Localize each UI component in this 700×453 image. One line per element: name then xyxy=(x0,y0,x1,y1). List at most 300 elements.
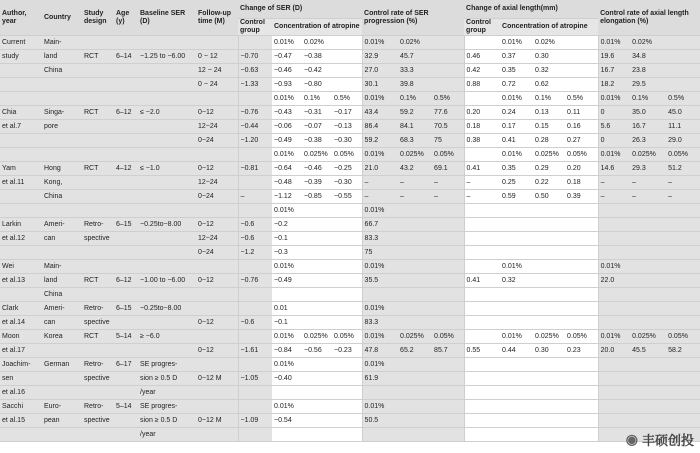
table-cell xyxy=(138,288,196,302)
table-cell xyxy=(398,414,432,428)
table-cell xyxy=(332,358,362,372)
table-cell xyxy=(533,428,565,442)
table-cell: et al.16 xyxy=(0,386,42,400)
table-cell: 0.01% xyxy=(598,92,630,106)
table-cell: et al.7 xyxy=(0,120,42,134)
table-cell xyxy=(302,358,332,372)
table-cell: et al.14 xyxy=(0,316,42,330)
table-cell: 0.29 xyxy=(533,162,565,176)
table-cell: pore xyxy=(42,120,82,134)
table-cell: 29.3 xyxy=(630,162,666,176)
table-cell xyxy=(302,316,332,330)
table-cell: – xyxy=(464,190,500,204)
table-cell xyxy=(302,428,332,442)
table-cell xyxy=(630,246,666,260)
table-cell: 0−12 xyxy=(196,218,238,232)
table-cell: 0.1% xyxy=(533,92,565,106)
table-cell: ≤ −1.0 xyxy=(138,162,196,176)
table-row xyxy=(0,400,700,414)
table-cell: 0.22 xyxy=(533,176,565,190)
table-cell: 6–17 xyxy=(114,358,138,372)
table-cell: 0.01% xyxy=(362,302,398,316)
table-cell xyxy=(302,260,332,274)
table-cell: 5–14 xyxy=(114,400,138,414)
table-cell xyxy=(398,386,432,400)
table-cell xyxy=(332,246,362,260)
table-cell: 0.28 xyxy=(533,134,565,148)
table-cell xyxy=(464,92,500,106)
table-cell: 0.20 xyxy=(565,162,598,176)
table-cell: 6–15 xyxy=(114,218,138,232)
table-cell xyxy=(332,372,362,386)
table-cell: 0.50 xyxy=(533,190,565,204)
table-cell: Current xyxy=(0,36,42,50)
table-cell: et al.17 xyxy=(0,344,42,358)
table-cell xyxy=(565,414,598,428)
table-cell: 0.62 xyxy=(533,78,565,92)
table-cell: 0 − 12 xyxy=(196,50,238,64)
table-cell xyxy=(114,232,138,246)
table-cell xyxy=(114,134,138,148)
table-cell xyxy=(138,134,196,148)
table-cell: 43.4 xyxy=(362,106,398,120)
table-cell xyxy=(302,386,332,400)
table-cell xyxy=(138,344,196,358)
table-cell: RCT xyxy=(82,106,114,120)
table-cell: 0.01% xyxy=(598,330,630,344)
table-cell xyxy=(666,204,700,218)
table-cell: −0.06 xyxy=(272,120,302,134)
table-cell xyxy=(565,246,598,260)
table-cell: 0.01% xyxy=(500,148,533,162)
table-cell xyxy=(464,36,500,50)
table-row xyxy=(0,92,700,106)
table-row xyxy=(0,36,700,50)
table-cell: −0.42 xyxy=(302,64,332,78)
watermark xyxy=(626,430,694,449)
table-cell: 0.01% xyxy=(272,330,302,344)
table-cell: −0.38 xyxy=(302,134,332,148)
table-cell: 0.05% xyxy=(332,330,362,344)
table-cell xyxy=(114,78,138,92)
table-cell xyxy=(598,204,630,218)
table-row xyxy=(0,316,700,330)
table-cell: 0.41 xyxy=(500,134,533,148)
table-cell xyxy=(533,204,565,218)
table-cell: Sacchi xyxy=(0,400,42,414)
table-cell xyxy=(598,232,630,246)
table-cell: Joachim- xyxy=(0,358,42,372)
table-cell xyxy=(666,246,700,260)
table-cell xyxy=(533,386,565,400)
table-cell: −0.46 xyxy=(272,64,302,78)
table-cell: 0.01% xyxy=(598,148,630,162)
col-control-rate-ser: Control rate of SER progression (%) xyxy=(362,0,464,36)
table-cell: – xyxy=(362,176,398,190)
table-cell xyxy=(114,386,138,400)
table-cell: 0.17 xyxy=(500,120,533,134)
table-cell xyxy=(565,78,598,92)
table-cell xyxy=(82,190,114,204)
table-cell: – xyxy=(362,190,398,204)
table-cell: 0.01% xyxy=(272,400,302,414)
table-cell: 0−12 xyxy=(196,344,238,358)
table-cell: Wei xyxy=(0,260,42,274)
table-cell xyxy=(432,274,464,288)
table-cell: 0.5% xyxy=(666,92,700,106)
table-header xyxy=(0,0,700,36)
table-cell: 0.02% xyxy=(398,36,432,50)
table-cell xyxy=(302,288,332,302)
table-cell xyxy=(138,148,196,162)
table-cell xyxy=(42,134,82,148)
table-cell xyxy=(500,428,533,442)
table-cell: −1.2 xyxy=(238,246,272,260)
table-cell: 0.23 xyxy=(565,344,598,358)
table-cell: 0.42 xyxy=(464,64,500,78)
table-cell: RCT xyxy=(82,330,114,344)
table-cell xyxy=(138,246,196,260)
table-cell xyxy=(565,50,598,64)
table-cell: Euro- xyxy=(42,400,82,414)
table-cell xyxy=(598,372,630,386)
col-control-group-axial: Control group xyxy=(464,19,500,36)
table-cell: 35.0 xyxy=(630,106,666,120)
table-cell xyxy=(533,302,565,316)
table-cell xyxy=(0,92,42,106)
table-cell xyxy=(398,400,432,414)
table-cell xyxy=(500,372,533,386)
table-cell: Main- xyxy=(42,36,82,50)
table-cell xyxy=(666,36,700,50)
table-cell xyxy=(464,386,500,400)
table-cell xyxy=(432,50,464,64)
table-cell: sion ≥ 0.5 D xyxy=(138,414,196,428)
table-cell: −0.3 xyxy=(272,246,302,260)
table-cell xyxy=(666,372,700,386)
table-cell xyxy=(114,190,138,204)
table-cell: 0−12 M xyxy=(196,372,238,386)
table-cell xyxy=(630,260,666,274)
table-cell xyxy=(82,260,114,274)
table-cell xyxy=(500,246,533,260)
table-cell xyxy=(666,260,700,274)
table-cell xyxy=(238,330,272,344)
table-cell xyxy=(332,386,362,400)
table-row xyxy=(0,148,700,162)
table-cell xyxy=(432,64,464,78)
table-cell: Hong xyxy=(42,162,82,176)
col-concentration-atropine: Concentration of atropine xyxy=(272,19,362,36)
table-cell xyxy=(138,316,196,330)
table-cell: 58.2 xyxy=(666,344,700,358)
table-cell xyxy=(398,246,432,260)
table-cell: −0.25to−8.00 xyxy=(138,302,196,316)
table-cell xyxy=(432,316,464,330)
table-cell xyxy=(500,204,533,218)
table-cell xyxy=(302,372,332,386)
table-cell: /year xyxy=(138,428,196,442)
table-cell: 39.8 xyxy=(398,78,432,92)
table-cell: 75 xyxy=(362,246,398,260)
table-cell: −0.1 xyxy=(272,316,302,330)
table-cell: 14.6 xyxy=(598,162,630,176)
table-cell: 30.1 xyxy=(362,78,398,92)
table-cell: 0.72 xyxy=(500,78,533,92)
table-cell: 0.18 xyxy=(565,176,598,190)
table-cell: 0.30 xyxy=(533,50,565,64)
table-cell: et al.11 xyxy=(0,176,42,190)
table-cell: 0.01% xyxy=(362,148,398,162)
table-cell xyxy=(598,288,630,302)
table-row xyxy=(0,190,700,204)
table-cell: 45.7 xyxy=(398,50,432,64)
table-cell: can xyxy=(42,232,82,246)
table-cell: Larkin xyxy=(0,218,42,232)
table-cell xyxy=(42,246,82,260)
table-cell: 0.01% xyxy=(272,92,302,106)
table-cell xyxy=(500,218,533,232)
table-cell xyxy=(398,358,432,372)
table-cell xyxy=(666,64,700,78)
table-cell xyxy=(272,386,302,400)
table-cell: 0.025% xyxy=(630,330,666,344)
table-cell xyxy=(196,330,238,344)
table-cell: −0.07 xyxy=(302,120,332,134)
group-change-ser: Change of SER (D) xyxy=(238,0,362,19)
table-cell: 0.01% xyxy=(598,36,630,50)
table-cell xyxy=(666,302,700,316)
table-cell: 11.1 xyxy=(666,120,700,134)
table-cell xyxy=(332,36,362,50)
table-cell xyxy=(666,78,700,92)
table-cell: 0−12 xyxy=(196,106,238,120)
table-cell xyxy=(464,246,500,260)
table-cell xyxy=(500,400,533,414)
table-cell xyxy=(238,92,272,106)
table-cell: 0.38 xyxy=(464,134,500,148)
table-cell: – xyxy=(464,176,500,190)
table-cell xyxy=(565,260,598,274)
table-cell xyxy=(666,288,700,302)
table-row xyxy=(0,428,700,442)
table-row xyxy=(0,106,700,120)
table-cell xyxy=(42,344,82,358)
table-cell: 0.01% xyxy=(362,36,398,50)
table-cell xyxy=(432,204,464,218)
col-follow-up: Follow-up time (M) xyxy=(196,0,238,36)
table-cell: −0.48 xyxy=(272,176,302,190)
table-cell: 6–12 xyxy=(114,274,138,288)
table-cell: −0.54 xyxy=(272,414,302,428)
table-cell xyxy=(42,78,82,92)
table-cell: −0.6 xyxy=(238,316,272,330)
table-cell: 0.025% xyxy=(630,148,666,162)
table-cell xyxy=(332,78,362,92)
table-cell: 0.1% xyxy=(398,92,432,106)
table-cell: 51.2 xyxy=(666,162,700,176)
table-cell: 59.2 xyxy=(362,134,398,148)
table-cell: 0 − 24 xyxy=(196,78,238,92)
table-cell xyxy=(302,274,332,288)
table-cell: −1.00 to −6.00 xyxy=(138,274,196,288)
table-cell xyxy=(630,316,666,330)
table-cell xyxy=(42,204,82,218)
table-cell: 83.3 xyxy=(362,232,398,246)
table-cell xyxy=(398,302,432,316)
table-cell xyxy=(138,190,196,204)
table-cell: – xyxy=(432,190,464,204)
table-cell xyxy=(82,386,114,400)
table-cell: 12−24 xyxy=(196,176,238,190)
table-cell: Clark xyxy=(0,302,42,316)
table-cell: Main- xyxy=(42,260,82,274)
table-cell: 0.05% xyxy=(332,148,362,162)
table-cell: 0.11 xyxy=(565,106,598,120)
table-cell: – xyxy=(598,190,630,204)
table-cell: 0.025% xyxy=(533,330,565,344)
table-cell: 0.41 xyxy=(464,162,500,176)
table-cell xyxy=(432,288,464,302)
table-cell: −0.17 xyxy=(332,106,362,120)
table-cell xyxy=(332,64,362,78)
table-row xyxy=(0,414,700,428)
table-cell: 0.24 xyxy=(500,106,533,120)
table-cell xyxy=(630,274,666,288)
col-control-rate-axial: Control rate of axial length elongation (%) xyxy=(598,0,700,36)
table-cell: 0.20 xyxy=(464,106,500,120)
table-cell xyxy=(464,288,500,302)
table-cell xyxy=(196,148,238,162)
table-cell: −0.43 xyxy=(272,106,302,120)
table-cell xyxy=(332,218,362,232)
table-cell: 16.7 xyxy=(598,64,630,78)
table-cell xyxy=(630,400,666,414)
table-cell: – xyxy=(630,190,666,204)
table-cell xyxy=(398,232,432,246)
table-cell xyxy=(630,358,666,372)
table-cell xyxy=(114,344,138,358)
table-cell xyxy=(432,302,464,316)
table-cell xyxy=(533,246,565,260)
table-cell xyxy=(114,428,138,442)
table-cell xyxy=(82,78,114,92)
table-cell xyxy=(0,204,42,218)
table-row xyxy=(0,50,700,64)
table-cell: 45.5 xyxy=(630,344,666,358)
table-cell xyxy=(565,428,598,442)
table-cell xyxy=(196,36,238,50)
table-cell: 0.01% xyxy=(362,330,398,344)
table-cell: 18.2 xyxy=(598,78,630,92)
table-cell: 0.1% xyxy=(630,92,666,106)
table-cell: −0.23 xyxy=(332,344,362,358)
table-cell xyxy=(398,260,432,274)
table-cell xyxy=(432,386,464,400)
table-cell xyxy=(82,120,114,134)
table-cell xyxy=(302,218,332,232)
table-cell: spective xyxy=(82,372,114,386)
table-cell: −0.81 xyxy=(238,162,272,176)
table-cell: RCT xyxy=(82,50,114,64)
table-cell xyxy=(598,302,630,316)
table-cell: 34.8 xyxy=(630,50,666,64)
table-cell: Retro- xyxy=(82,302,114,316)
table-cell xyxy=(302,246,332,260)
table-cell xyxy=(464,358,500,372)
table-cell: 0.27 xyxy=(565,134,598,148)
table-cell: −1.05 xyxy=(238,372,272,386)
table-cell: 0−12 xyxy=(196,162,238,176)
table-cell xyxy=(565,288,598,302)
table-cell: 50.5 xyxy=(362,414,398,428)
table-cell: 0.13 xyxy=(533,106,565,120)
table-row xyxy=(0,288,700,302)
table-cell: SE progres- xyxy=(138,358,196,372)
table-cell xyxy=(238,36,272,50)
table-cell xyxy=(565,36,598,50)
table-cell: 26.3 xyxy=(630,134,666,148)
table-cell xyxy=(666,232,700,246)
table-body xyxy=(0,36,700,442)
table-cell xyxy=(666,400,700,414)
table-cell: et al.13 xyxy=(0,274,42,288)
table-cell xyxy=(138,64,196,78)
table-cell: 83.3 xyxy=(362,316,398,330)
table-cell xyxy=(42,148,82,162)
table-cell: pean xyxy=(42,414,82,428)
table-cell xyxy=(630,204,666,218)
table-cell: 0−12 M xyxy=(196,414,238,428)
table-cell: China xyxy=(42,190,82,204)
table-cell xyxy=(196,92,238,106)
table-cell: 0−24 xyxy=(196,190,238,204)
table-cell xyxy=(114,372,138,386)
table-cell xyxy=(464,218,500,232)
col-country: Country xyxy=(42,0,82,36)
table-cell xyxy=(500,414,533,428)
table-cell: −1.61 xyxy=(238,344,272,358)
table-cell xyxy=(565,316,598,330)
table-row xyxy=(0,134,700,148)
table-cell xyxy=(666,218,700,232)
table-cell xyxy=(432,372,464,386)
table-cell: Chia xyxy=(0,106,42,120)
table-cell xyxy=(432,246,464,260)
table-cell: 23.8 xyxy=(630,64,666,78)
table-cell: 12 − 24 xyxy=(196,64,238,78)
table-cell: Korea xyxy=(42,330,82,344)
table-cell xyxy=(114,414,138,428)
table-cell: −0.30 xyxy=(332,134,362,148)
table-cell xyxy=(196,204,238,218)
table-cell: ≤ −2.0 xyxy=(138,106,196,120)
table-cell: −0.47 xyxy=(272,50,302,64)
table-cell: – xyxy=(238,190,272,204)
table-cell: 59.2 xyxy=(398,106,432,120)
table-cell: Retro- xyxy=(82,400,114,414)
table-cell xyxy=(533,358,565,372)
group-change-axial: Change of axial length(mm) xyxy=(464,0,598,19)
table-cell xyxy=(332,232,362,246)
table-cell: 65.2 xyxy=(398,344,432,358)
table-cell: 0.02% xyxy=(533,36,565,50)
table-cell xyxy=(272,288,302,302)
table-cell xyxy=(598,358,630,372)
table-cell xyxy=(565,204,598,218)
table-cell: et al.15 xyxy=(0,414,42,428)
table-row xyxy=(0,386,700,400)
